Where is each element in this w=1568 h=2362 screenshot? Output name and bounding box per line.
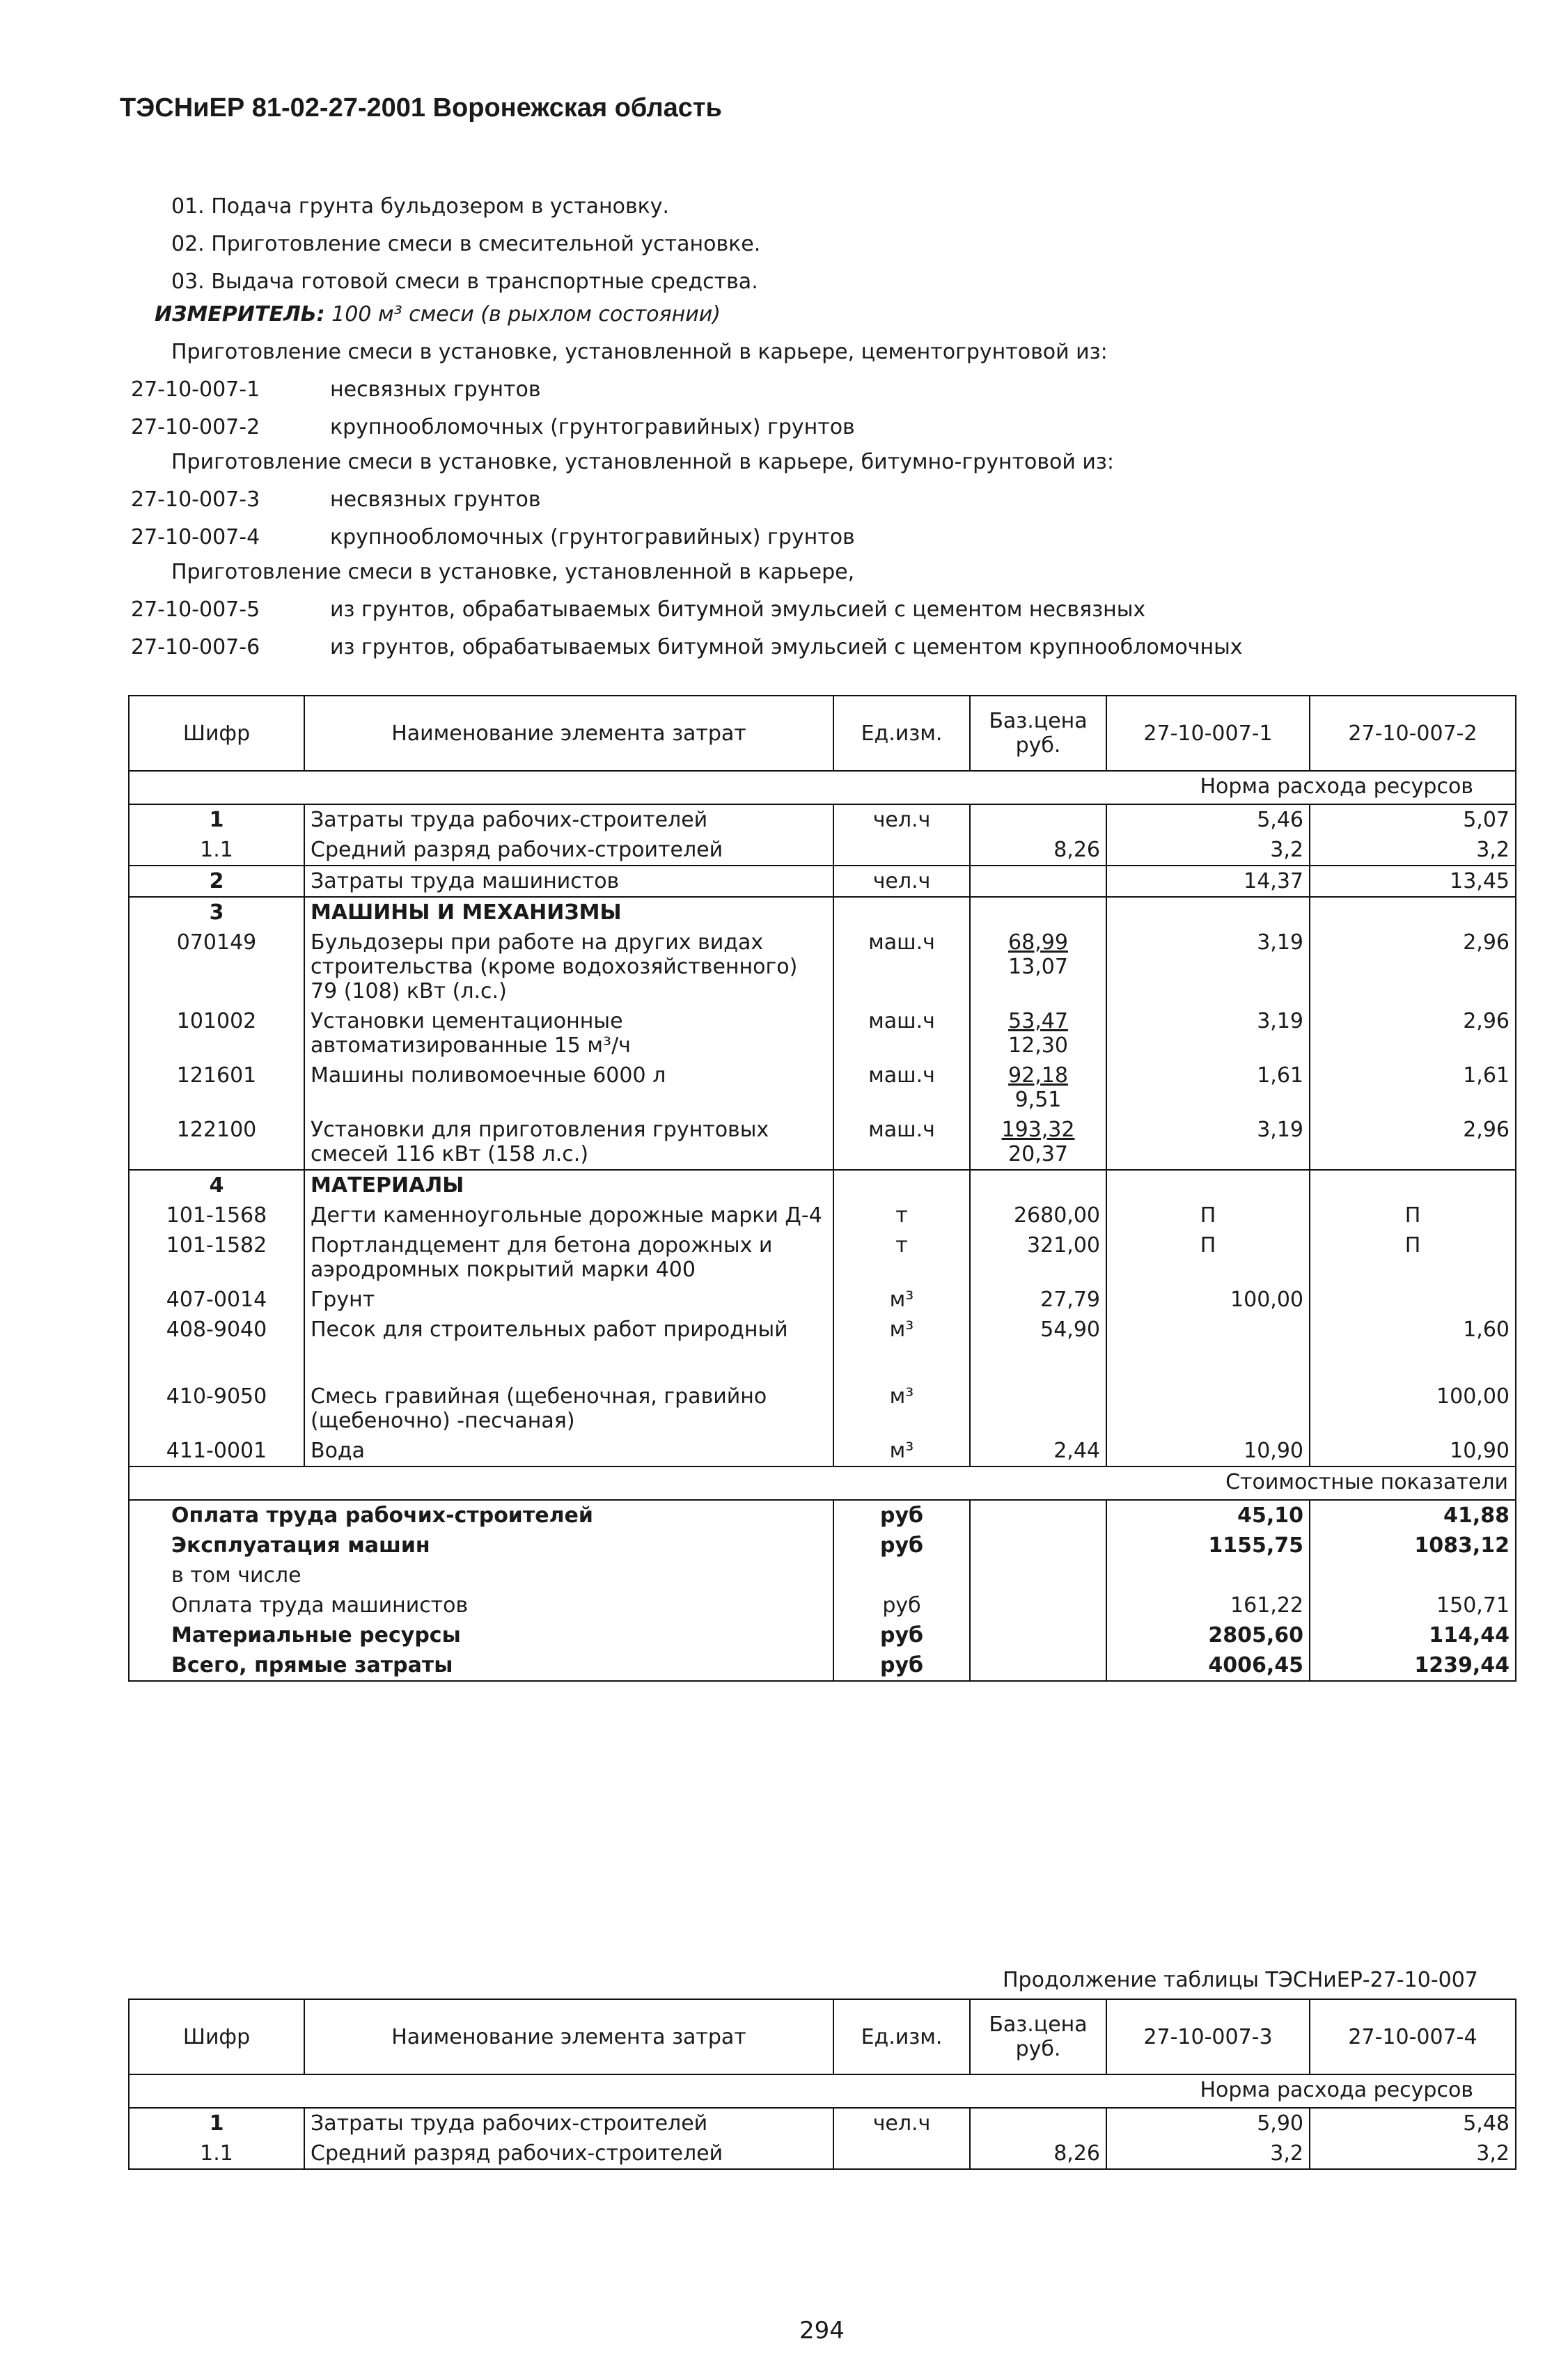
- row-value-2: 1,61: [1310, 1061, 1516, 1115]
- summary-unit: руб: [833, 1590, 970, 1620]
- row-price: 8,26: [970, 835, 1106, 866]
- operation-item: 01. Подача грунта бульдозером в установку.: [171, 194, 670, 219]
- section-code: 3: [129, 897, 304, 928]
- row-unit: м³: [833, 1285, 970, 1315]
- summary-unit: руб: [833, 1620, 970, 1650]
- summary-row: [129, 1590, 1516, 1620]
- continuation-note: Продолжение таблицы ТЭСНиЕР-27-10-007: [1003, 1968, 1478, 1992]
- row-code: 2: [129, 866, 304, 897]
- header-col1: 27-10-007-1: [1106, 696, 1310, 771]
- row-value-1: [1106, 1315, 1310, 1382]
- row-name: Средний разряд рабочих-строителей: [304, 2138, 833, 2169]
- table-header: [129, 696, 1516, 771]
- summary-value-2: 150,71: [1310, 1590, 1516, 1620]
- row-value-2: 10,90: [1310, 1436, 1516, 1467]
- item-text: из грунтов, обрабатываемых битумной эмульсией с цементом крупнообломочных: [330, 635, 1243, 659]
- row-code: 122100: [129, 1115, 304, 1170]
- row-name: Затраты труда рабочих-строителей: [304, 804, 833, 835]
- row-code: 410-9050: [129, 1382, 304, 1436]
- row-value-2: 3,2: [1310, 835, 1516, 866]
- section-code: 4: [129, 1170, 304, 1200]
- header-price: Баз.цена руб.: [970, 1999, 1106, 2074]
- norms-table-2: [128, 1999, 1516, 2170]
- row-value-2: 100,00: [1310, 1382, 1516, 1436]
- row-unit: м³: [833, 1315, 970, 1382]
- section-row: [129, 897, 1516, 928]
- summary-value-2: 41,88: [1310, 1500, 1516, 1531]
- group-heading: Приготовление смеси в установке, установленной в карьере, цементогрунтовой из:: [171, 340, 1108, 364]
- row-value-1: 10,90: [1106, 1436, 1310, 1467]
- row-value-1: 100,00: [1106, 1285, 1310, 1315]
- row-name: Портландцемент для бетона дорожных и аэродромных покрытий марки 400: [304, 1230, 833, 1285]
- summary-value-1: 2805,60: [1106, 1620, 1310, 1650]
- row-price: 2,44: [970, 1436, 1106, 1467]
- summary-unit: руб: [833, 1531, 970, 1561]
- row-code: 411-0001: [129, 1436, 304, 1467]
- summary-name: Материальные ресурсы: [129, 1620, 833, 1650]
- row-price: 54,90: [970, 1315, 1106, 1382]
- row-value-2: 2,96: [1310, 928, 1516, 1006]
- row-value-1: 14,37: [1106, 866, 1310, 897]
- summary-value-1: 4006,45: [1106, 1650, 1310, 1681]
- table-row: [129, 1200, 1516, 1230]
- summary-name: Оплата труда рабочих-строителей: [129, 1500, 833, 1531]
- row-value-2: 2,96: [1310, 1006, 1516, 1061]
- section-title: МАТЕРИАЛЫ: [304, 1170, 833, 1200]
- price-total: 53,47: [1008, 1009, 1068, 1033]
- row-code: 408-9040: [129, 1315, 304, 1382]
- row-value-1: 1,61: [1106, 1061, 1310, 1115]
- item-code: 27-10-007-4: [131, 525, 260, 549]
- table-row: [129, 866, 1516, 897]
- row-value-1: 3,19: [1106, 928, 1310, 1006]
- header-col2: 27-10-007-4: [1310, 1999, 1516, 2074]
- table-row: [129, 1061, 1516, 1115]
- summary-row: [129, 1531, 1516, 1561]
- row-price: 27,79: [970, 1285, 1106, 1315]
- header-col1: 27-10-007-3: [1106, 1999, 1310, 2074]
- row-unit: чел.ч: [833, 804, 970, 835]
- row-unit: м³: [833, 1436, 970, 1467]
- measure-line: [155, 302, 721, 327]
- row-unit: маш.ч: [833, 1115, 970, 1170]
- group-heading: Приготовление смеси в установке, установленной в карьере, битумно-грунтовой из:: [171, 450, 1114, 474]
- row-price: [970, 1382, 1106, 1436]
- summary-unit: руб: [833, 1500, 970, 1531]
- row-value-2: П: [1310, 1230, 1516, 1285]
- row-value-2: 5,48: [1310, 2108, 1516, 2138]
- row-value-1: П: [1106, 1230, 1310, 1285]
- row-name: Песок для строительных работ природный: [304, 1315, 833, 1382]
- row-price: 321,00: [970, 1230, 1106, 1285]
- row-name: Средний разряд рабочих-строителей: [304, 835, 833, 866]
- item-text: из грунтов, обрабатываемых битумной эмульсией с цементом несвязных: [330, 597, 1146, 622]
- summary-name: в том числе: [129, 1561, 833, 1590]
- summary-value-1: 45,10: [1106, 1500, 1310, 1531]
- summary-value-2: 1239,44: [1310, 1650, 1516, 1681]
- price-total: 193,32: [1001, 1118, 1075, 1142]
- summary-name: Всего, прямые затраты: [129, 1650, 833, 1681]
- item-code: 27-10-007-5: [131, 597, 260, 622]
- row-unit: м³: [833, 1382, 970, 1436]
- price-total: 92,18: [1008, 1063, 1068, 1088]
- row-name: Грунт: [304, 1285, 833, 1315]
- header-code: Шифр: [129, 1999, 304, 2074]
- row-value-2: 1,60: [1310, 1315, 1516, 1382]
- row-price: 2680,00: [970, 1200, 1106, 1230]
- page-number: 294: [799, 2317, 845, 2345]
- row-name: Смесь гравийная (щебеночная, гравийно (щебеночно) -песчаная): [304, 1382, 833, 1436]
- header-code: Шифр: [129, 696, 304, 771]
- row-unit: чел.ч: [833, 866, 970, 897]
- row-price: [970, 1115, 1106, 1170]
- row-price: [970, 2108, 1106, 2138]
- row-price: 8,26: [970, 2138, 1106, 2169]
- row-code: 101-1568: [129, 1200, 304, 1230]
- norms-table-1: [128, 695, 1516, 1682]
- measure-label: ИЗМЕРИТЕЛЬ:: [155, 302, 325, 327]
- row-code: 101-1582: [129, 1230, 304, 1285]
- header-unit: Ед.изм.: [833, 696, 970, 771]
- norm-label: Норма расхода ресурсов: [129, 771, 1516, 804]
- item-code: 27-10-007-6: [131, 635, 260, 659]
- table-header: [129, 1999, 1516, 2074]
- summary-value-1: [1106, 1561, 1310, 1590]
- table-row: [129, 1006, 1516, 1061]
- section-row: [129, 1170, 1516, 1200]
- header-col2: 27-10-007-2: [1310, 696, 1516, 771]
- table-row: [129, 2138, 1516, 2169]
- header-name: Наименование элемента затрат: [304, 696, 833, 771]
- page-title: ТЭСНиЕР 81-02-27-2001 Воронежская область: [120, 93, 722, 123]
- summary-value-2: 114,44: [1310, 1620, 1516, 1650]
- row-price: [970, 866, 1106, 897]
- item-text: крупнообломочных (грунтогравийных) грунтов: [330, 415, 855, 439]
- row-code: 1: [129, 804, 304, 835]
- summary-name: Оплата труда машинистов: [129, 1590, 833, 1620]
- price-wage: 13,07: [1008, 955, 1068, 979]
- cost-label: Стоимостные показатели: [129, 1467, 1516, 1500]
- table-row: [129, 1230, 1516, 1285]
- table-row: [129, 804, 1516, 835]
- row-code: 121601: [129, 1061, 304, 1115]
- header-price: Баз.цена руб.: [970, 696, 1106, 771]
- table-row: [129, 1382, 1516, 1436]
- row-name: Бульдозеры при работе на других видах строительства (кроме водохозяйственного) 79 (108) кВт (л.с.): [304, 928, 833, 1006]
- row-name: Дегти каменноугольные дорожные марки Д-4: [304, 1200, 833, 1230]
- price-wage: 12,30: [1008, 1033, 1068, 1058]
- row-name: Установки для приготовления грунтовых смесей 116 кВт (158 л.с.): [304, 1115, 833, 1170]
- operation-item: 03. Выдача готовой смеси в транспортные средства.: [171, 269, 758, 294]
- row-unit: маш.ч: [833, 928, 970, 1006]
- summary-unit: руб: [833, 1650, 970, 1681]
- table-row: [129, 1285, 1516, 1315]
- row-code: 070149: [129, 928, 304, 1006]
- measure-text: 100 м³ смеси (в рыхлом состоянии): [331, 302, 721, 327]
- row-value-2: 2,96: [1310, 1115, 1516, 1170]
- row-value-1: П: [1106, 1200, 1310, 1230]
- header-name: Наименование элемента затрат: [304, 1999, 833, 2074]
- item-text: несвязных грунтов: [330, 487, 541, 512]
- group-heading: Приготовление смеси в установке, установленной в карьере,: [171, 560, 855, 584]
- table-row: [129, 835, 1516, 866]
- table-row: [129, 1115, 1516, 1170]
- price-wage: 9,51: [1014, 1088, 1062, 1112]
- row-code: 407-0014: [129, 1285, 304, 1315]
- row-name: Затраты труда машинистов: [304, 866, 833, 897]
- item-code: 27-10-007-3: [131, 487, 260, 512]
- row-value-1: 5,90: [1106, 2108, 1310, 2138]
- item-code: 27-10-007-2: [131, 415, 260, 439]
- row-name: Вода: [304, 1436, 833, 1467]
- summary-row: [129, 1620, 1516, 1650]
- row-price: [970, 928, 1106, 1006]
- row-code: 1.1: [129, 2138, 304, 2169]
- item-code: 27-10-007-1: [131, 377, 260, 402]
- operation-item: 02. Приготовление смеси в смесительной установке.: [171, 232, 761, 256]
- row-value-1: 3,2: [1106, 835, 1310, 866]
- table-row: [129, 2108, 1516, 2138]
- item-text: крупнообломочных (грунтогравийных) грунтов: [330, 525, 855, 549]
- row-unit: [833, 835, 970, 866]
- row-unit: маш.ч: [833, 1061, 970, 1115]
- table-row: [129, 928, 1516, 1006]
- row-value-1: 3,2: [1106, 2138, 1310, 2169]
- summary-name: Эксплуатация машин: [129, 1531, 833, 1561]
- section-title: МАШИНЫ И МЕХАНИЗМЫ: [304, 897, 833, 928]
- norm-label: Норма расхода ресурсов: [129, 2074, 1516, 2108]
- row-value-2: 3,2: [1310, 2138, 1516, 2169]
- row-value-2: П: [1310, 1200, 1516, 1230]
- row-value-1: [1106, 1382, 1310, 1436]
- row-price: [970, 804, 1106, 835]
- operations-list: [171, 188, 760, 301]
- row-code: 1.1: [129, 835, 304, 866]
- summary-row: [129, 1500, 1516, 1531]
- summary-value-1: 1155,75: [1106, 1531, 1310, 1561]
- row-value-2: [1310, 1285, 1516, 1315]
- row-value-1: 3,19: [1106, 1006, 1310, 1061]
- table-row: [129, 1315, 1516, 1382]
- summary-value-2: 1083,12: [1310, 1531, 1516, 1561]
- row-name: Машины поливомоечные 6000 л: [304, 1061, 833, 1115]
- row-price: [970, 1006, 1106, 1061]
- summary-value-1: 161,22: [1106, 1590, 1310, 1620]
- row-code: 1: [129, 2108, 304, 2138]
- row-unit: чел.ч: [833, 2108, 970, 2138]
- summary-row: [129, 1561, 1516, 1590]
- row-value-2: 13,45: [1310, 866, 1516, 897]
- row-value-2: 5,07: [1310, 804, 1516, 835]
- row-name: Установки цементационные автоматизированные 15 м³/ч: [304, 1006, 833, 1061]
- table-row: [129, 1436, 1516, 1467]
- header-unit: Ед.изм.: [833, 1999, 970, 2074]
- summary-row: [129, 1650, 1516, 1681]
- row-unit: [833, 2138, 970, 2169]
- row-unit: маш.ч: [833, 1006, 970, 1061]
- summary-value-2: [1310, 1561, 1516, 1590]
- row-price: [970, 1061, 1106, 1115]
- row-value-1: 3,19: [1106, 1115, 1310, 1170]
- row-value-1: 5,46: [1106, 804, 1310, 835]
- summary-unit: [833, 1561, 970, 1590]
- row-unit: т: [833, 1230, 970, 1285]
- price-wage: 20,37: [1008, 1142, 1068, 1166]
- price-total: 68,99: [1008, 930, 1068, 955]
- item-text: несвязных грунтов: [330, 377, 541, 402]
- row-unit: т: [833, 1200, 970, 1230]
- row-name: Затраты труда рабочих-строителей: [304, 2108, 833, 2138]
- row-code: 101002: [129, 1006, 304, 1061]
